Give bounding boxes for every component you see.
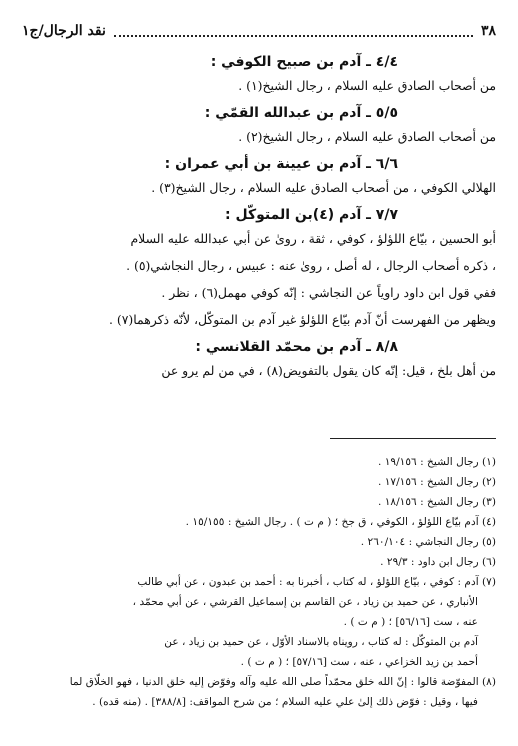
entry-adam-ibn-subayh <box>22 54 496 99</box>
header-dotted-leader <box>114 25 473 37</box>
entry-line: ، ذكره أصحاب الرجال ، له أصل ، روىٰ عنه : عبيس ، رجال النجاشي(٥) . <box>126 258 496 273</box>
running-title: نقد الرجال/ج١ <box>22 23 106 39</box>
footnote: (٣) رجال الشيخ : ١٨/١٥٦ . <box>377 496 496 508</box>
footnote: (٨) المفوّضة قالوا : إنّ الله خلق محمّداً صلى الله عليه وآله وفوّض إليه خلق الدنيا ، فهو الخلّاق لما <box>69 676 496 688</box>
footnote: (٥) رجال النجاشي : ٢٦٠/١٠٤ . <box>360 536 496 548</box>
footnote: فيها ، وقيل : فوّض ذلك إلىٰ علي عليه السلام ؛ من شرح المواقف: [٣٨٨/٨] . (منه قده) . <box>92 696 478 708</box>
entry-line: أبو الحسين ، بيّاع اللؤلؤ ، كوفي ، ثقة ، روىٰ عن أبي عبدالله عليه السلام <box>130 231 496 246</box>
footnote: الأنباري ، عن حميد بن زياد ، عن القاسم بن إسماعيل القرشي ، عن أبي محمّد ، <box>132 596 478 608</box>
entry-line: من أصحاب الصادق عليه السلام ، رجال الشيخ(٢) . <box>238 129 496 144</box>
footnote: (٢) رجال الشيخ : ١٧/١٥٦ . <box>377 476 496 488</box>
entry-line: من أهل بلخ ، قيل: إنّه كان يقول بالتفويض(٨) ، في من لم يرو عن <box>161 363 496 378</box>
footnote: (٤) آدم بيّاع اللؤلؤ ، الكوفي ، ق جخ ؛ ( م ت ) . رجال الشيخ : ١٥/١٥٥ . <box>185 516 496 528</box>
entry-title: ٨/٨ ـ آدم بن محمّد القلانسي : <box>195 339 398 355</box>
footnote: (٧) آدم : كوفي ، بيّاع اللؤلؤ ، له كتاب ، أخبرنا به : أحمد بن عبدون ، عن أبي طالب <box>137 576 496 588</box>
footnote-divider <box>330 438 496 439</box>
page-header <box>22 20 496 42</box>
entry-title: ٧/٧ ـ آدم (٤)بن المتوكّل : <box>225 207 398 223</box>
entry-title: ٤/٤ ـ آدم بن صبيح الكوفي : <box>210 54 398 70</box>
footnote: عنه ، ست [٥٦/١٦] ؛ ( م ت ) . <box>343 616 478 628</box>
entry-title: ٥/٥ ـ آدم بن عبدالله القمّي : <box>204 105 398 121</box>
entry-adam-ibn-muhammad <box>22 339 496 384</box>
entry-line: ففي قول ابن داود راوياً عن النجاشي : إنّه كوفي مهمل(٦) ، نظر . <box>161 285 496 300</box>
entry-title: ٦/٦ ـ آدم بن عيينة بن أبي عمران : <box>164 156 398 172</box>
page-body <box>22 54 496 384</box>
footnote: (١) رجال الشيخ : ١٩/١٥٦ . <box>377 456 496 468</box>
page-number: ٣٨ <box>480 23 496 39</box>
entry-line: ويظهر من الفهرست أنّ آدم بيّاع اللؤلؤ غير آدم بن المتوكّل، لأنّه ذكرهما(٧) . <box>109 312 496 327</box>
footnote: آدم بن المتوكّل : له كتاب ، رويناه بالاسناد الأوّل ، عن حميد بن زياد ، عن <box>164 636 478 648</box>
entry-line: من أصحاب الصادق عليه السلام ، رجال الشيخ(١) . <box>238 78 496 93</box>
footnote: (٦) رجال ابن داود : ٢٩/٣ . <box>380 556 496 568</box>
entry-adam-ibn-abdullah <box>22 105 496 150</box>
entry-line: الهلالي الكوفي ، من أصحاب الصادق عليه السلام ، رجال الشيخ(٣) . <box>151 180 496 195</box>
entry-adam-ibn-mutawakkil <box>22 207 496 333</box>
entry-adam-ibn-uyayna <box>22 156 496 201</box>
footnotes <box>22 452 496 712</box>
footnote: أحمد بن زيد الخزاعي ، عنه ، ست [٥٧/١٦] ؛ ( م ت ) . <box>240 656 478 668</box>
